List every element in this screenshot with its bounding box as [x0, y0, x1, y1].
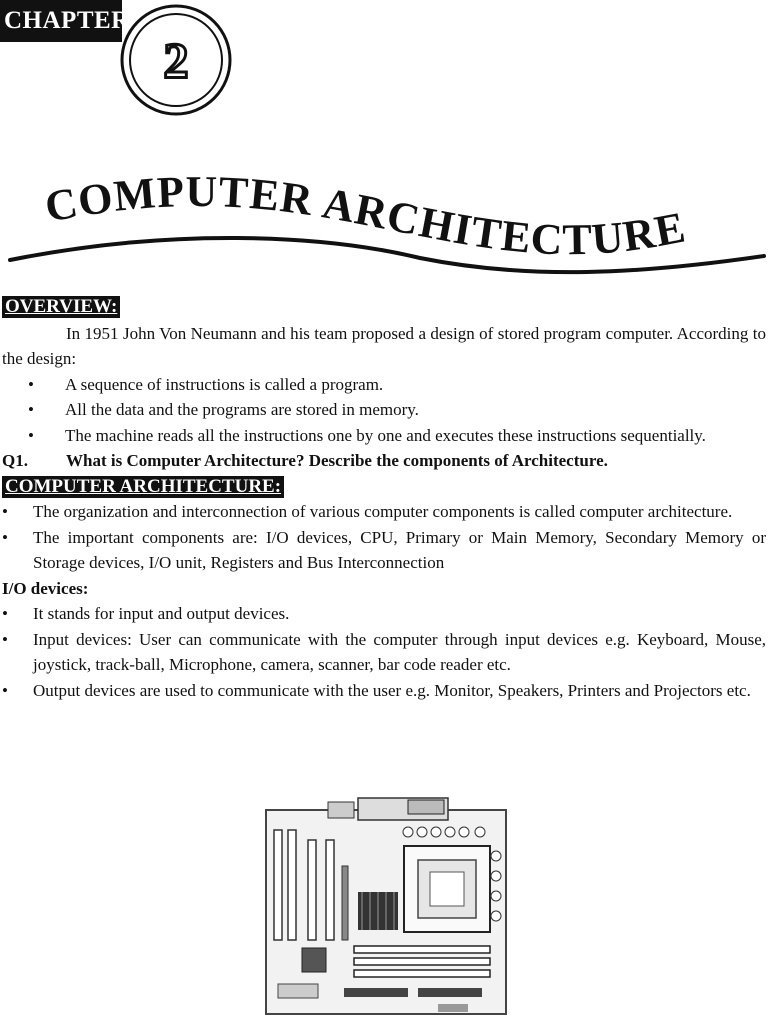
chapter-title	[41, 176, 689, 264]
question-text: What is Computer Architecture? Describe the components of Architecture.	[66, 451, 608, 470]
question-line	[0, 448, 768, 474]
list-item: • All the data and the programs are stored in memory.	[0, 397, 768, 423]
list-item: • It stands for input and output devices.	[0, 601, 768, 627]
question-number: Q1.	[2, 451, 28, 470]
chapter-title-text: COMPUTER ARCHITECTURE	[41, 176, 690, 265]
io-devices-heading: I/O devices:	[2, 578, 89, 598]
bullet-icon: •	[2, 629, 8, 649]
chapter-title-banner	[0, 176, 768, 286]
bullet-icon: •	[2, 604, 8, 623]
list-item: • The machine reads all the instructions one by one and executes these instructions sequentially.	[0, 423, 768, 449]
motherboard-image	[258, 796, 512, 1018]
chapter-number: 2	[163, 32, 189, 88]
bullet-icon: •	[28, 425, 34, 445]
list-item: • The important components are: I/O devices, CPU, Primary or Main Memory, Secondary Memory or Storage devices, I/O unit, Registers and Bus Interconnection	[0, 525, 768, 576]
chapter-number-badge	[118, 2, 234, 118]
overview-heading: OVERVIEW:	[2, 296, 120, 318]
bullet-icon: •	[2, 680, 8, 700]
bullet-icon: •	[28, 400, 34, 419]
overview-intro: In 1951 John Von Neumann and his team proposed a design of stored program computer. According to the design:	[2, 323, 766, 368]
io-devices-list	[0, 601, 768, 703]
architecture-list	[0, 499, 768, 576]
bullet-icon: •	[2, 502, 8, 521]
overview-list	[0, 372, 768, 449]
chapter-body	[0, 294, 768, 703]
bullet-icon: •	[28, 374, 34, 394]
chapter-label: CHAPTER	[0, 0, 122, 42]
list-item: • The organization and interconnection of various computer components is called computer architecture.	[0, 499, 768, 525]
list-item: • Output devices are used to communicate with the user e.g. Monitor, Speakers, Printers and Projectors etc.	[0, 678, 768, 704]
list-item: • A sequence of instructions is called a program.	[0, 372, 768, 398]
list-item: • Input devices: User can communicate with the computer through input devices e.g. Keyboard, Mouse, joystick, track-ball, Microphone, camera, scanner, bar code reader etc.	[0, 627, 768, 678]
bullet-icon: •	[2, 527, 8, 547]
architecture-heading: COMPUTER ARCHITECTURE:	[2, 476, 284, 498]
